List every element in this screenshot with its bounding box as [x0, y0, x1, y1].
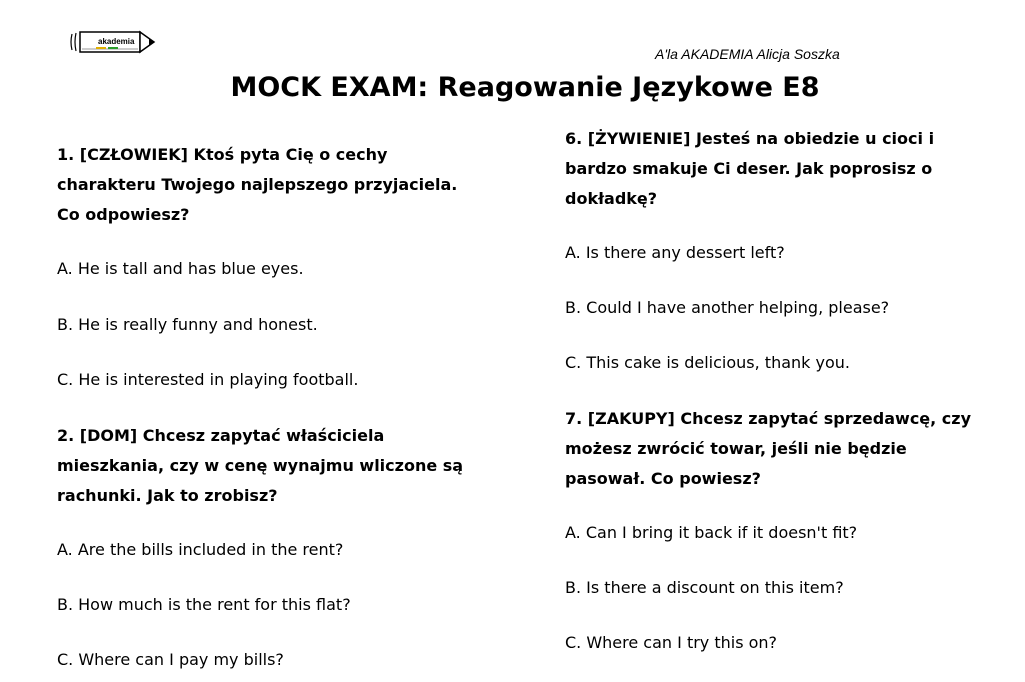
question-2-option-b: B. How much is the rent for this flat? — [57, 595, 351, 614]
question-line: bardzo smakuje Ci deser. Jak poprosisz o — [565, 159, 933, 178]
question-1-option-c: C. He is interested in playing football. — [57, 370, 359, 389]
question-line: 1. [CZŁOWIEK] Ktoś pyta Cię o cechy — [57, 145, 388, 164]
question-line: mieszkania, czy w cenę wynajmu wliczone są — [57, 456, 464, 475]
question-7-option-a: A. Can I bring it back if it doesn't fit? — [565, 523, 858, 542]
question-6-text — [565, 124, 934, 214]
question-1-option-a: A. He is tall and has blue eyes. — [57, 259, 304, 278]
question-line: możesz zwrócić towar, jeśli nie będzie — [565, 439, 907, 458]
question-7-text — [565, 404, 971, 494]
logo-text: akademia — [98, 37, 135, 46]
question-line: 6. [ŻYWIENIE] Jesteś na obiedzie u cioci i — [565, 129, 935, 148]
question-1-text — [57, 140, 457, 230]
question-line: rachunki. Jak to zrobisz? — [57, 486, 278, 505]
question-6-option-b: B. Could I have another helping, please? — [565, 298, 890, 317]
question-2-option-c: C. Where can I pay my bills? — [57, 650, 284, 669]
question-line: dokładkę? — [565, 189, 658, 208]
question-line: 7. [ZAKUPY] Chcesz zapytać sprzedawcę, czy — [565, 409, 972, 428]
question-7-option-c: C. Where can I try this on? — [565, 633, 778, 652]
question-2-text — [57, 421, 463, 511]
pencil-logo-icon — [68, 27, 156, 57]
question-line: Co odpowiesz? — [57, 205, 190, 224]
question-6-option-a: A. Is there any dessert left? — [565, 243, 785, 262]
question-line: 2. [DOM] Chcesz zapytać właściciela — [57, 426, 385, 445]
page-title: MOCK EXAM: Reagowanie Językowe E8 — [230, 72, 820, 103]
question-1-option-b: B. He is really funny and honest. — [57, 315, 318, 334]
question-6-option-c: C. This cake is delicious, thank you. — [565, 353, 850, 372]
akademia-logo — [68, 27, 156, 57]
author-line: A'la AKADEMIA Alicja Soszka — [655, 46, 840, 62]
question-7-option-b: B. Is there a discount on this item? — [565, 578, 844, 597]
question-2-option-a: A. Are the bills included in the rent? — [57, 540, 344, 559]
question-line: charakteru Twojego najlepszego przyjaciela. — [57, 175, 458, 194]
question-line: pasował. Co powiesz? — [565, 469, 761, 488]
